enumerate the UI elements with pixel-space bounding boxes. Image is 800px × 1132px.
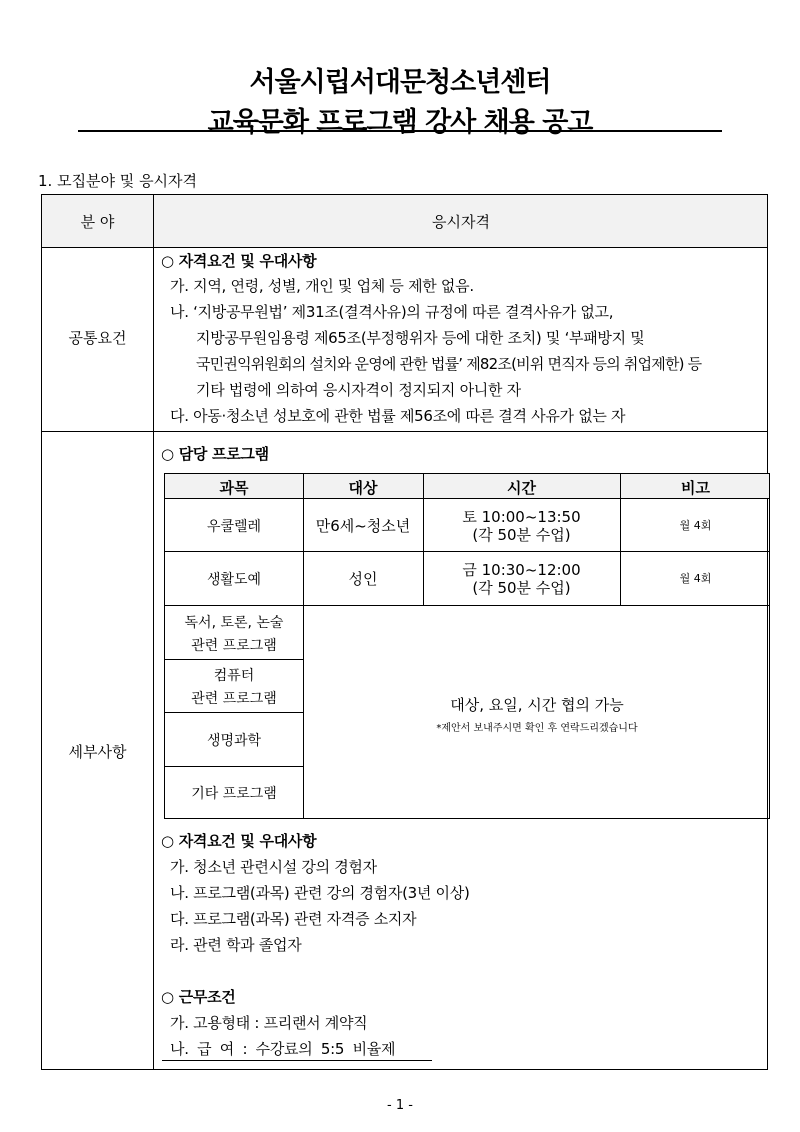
common-line-5: 기타 법령에 의하여 응시자격이 정지되지 아니한 자 [196,381,521,399]
qualification-line-3: 다. 프로그램(과목) 관련 자격증 소지자 [170,910,417,928]
document-title: 서울시립서대문청소년센터 [249,67,551,98]
subject-cell: 컴퓨터 [213,668,255,684]
row-divider [165,659,303,660]
target-cell: 만6세~청소년 [315,517,411,535]
subject-cell: 생활도예 [206,572,262,588]
row-divider [42,431,767,432]
target-cell: 성인 [348,570,378,588]
document-subtitle: 교육문화 프로그램 강사 채용 공고 [207,107,593,138]
common-line-4: 국민권익위원회의 설치와 운영에 관한 법률’ 제82조(비위 면직자 등의 취업제한) 등 [196,355,702,373]
row-divider [165,712,303,713]
row-divider [165,766,303,767]
work-heading: ○ 근무조건 [161,988,236,1006]
common-line-6: 다. 아동·청소년 성보호에 관한 법률 제56조에 따른 결격 사유가 없는 자 [170,407,626,425]
col-header-target: 대상 [348,479,378,497]
col-header-time: 시간 [507,479,536,497]
common-heading: ○ 자격요건 및 우대사항 [161,252,317,270]
col-header-subject: 과목 [219,479,249,497]
common-requirements-label: 공통요건 [68,329,127,347]
row-divider [165,498,769,499]
work-line-2: 나. 급 여 : 수강료의 5:5 비율제 [170,1040,396,1058]
subject-cell: 우쿨렐레 [206,519,262,535]
merged-note: 대상, 요일, 시간 협의 가능 [450,696,624,714]
work-line-underline [162,1060,432,1061]
header-qualification: 응시자격 [432,213,490,231]
common-line-3: 지방공무원임용령 제65조(부정행위자 등에 대한 조치) 및 ‘부패방지 및 [196,329,645,347]
qualification-line-2: 나. 프로그램(과목) 관련 강의 경험자(3년 이상) [170,884,470,902]
time-cell: 토 10:00~13:50 [462,508,581,526]
time-cell-sub: (각 50분 수업) [472,579,571,597]
time-cell-sub: (각 50분 수업) [472,526,571,544]
note-cell: 월 4회 [679,572,712,585]
common-line-1: 가. 지역, 연령, 성별, 개인 및 업체 등 제한 없음. [170,277,474,295]
title-underline [78,130,722,132]
subject-cell-sub: 관련 프로그램 [191,638,277,654]
page-number: - 1 - [387,1098,413,1113]
time-cell: 금 10:30~12:00 [462,561,581,579]
header-field: 분 야 [80,213,115,231]
note-cell: 월 4회 [679,519,712,532]
qualification-line-4: 라. 관련 학과 졸업자 [170,936,302,954]
row-divider [165,605,769,606]
details-label: 세부사항 [68,743,127,761]
subject-cell-sub: 관련 프로그램 [191,691,277,707]
merged-subnote: *제안서 보내주시면 확인 후 연락드리겠습니다 [436,723,638,734]
subject-cell: 독서, 토론, 논술 [184,615,284,631]
row-divider [165,551,769,552]
section-heading: 1. 모집분야 및 응시자격 [38,172,198,190]
program-table [164,473,770,819]
column-divider [153,195,154,1069]
col-header-note: 비고 [681,479,710,497]
work-line-1: 가. 고용형태 : 프리랜서 계약직 [170,1014,368,1032]
subject-cell: 생명과학 [206,733,262,749]
subject-cell: 기타 프로그램 [191,786,277,802]
program-heading: ○ 담당 프로그램 [161,445,269,463]
common-line-2: 나. ‘지방공무원법’ 제31조(결격사유)의 규정에 따른 결격사유가 없고, [170,303,614,321]
qualification-heading: ○ 자격요건 및 우대사항 [161,832,317,850]
qualification-line-1: 가. 청소년 관련시설 강의 경험자 [170,858,377,876]
